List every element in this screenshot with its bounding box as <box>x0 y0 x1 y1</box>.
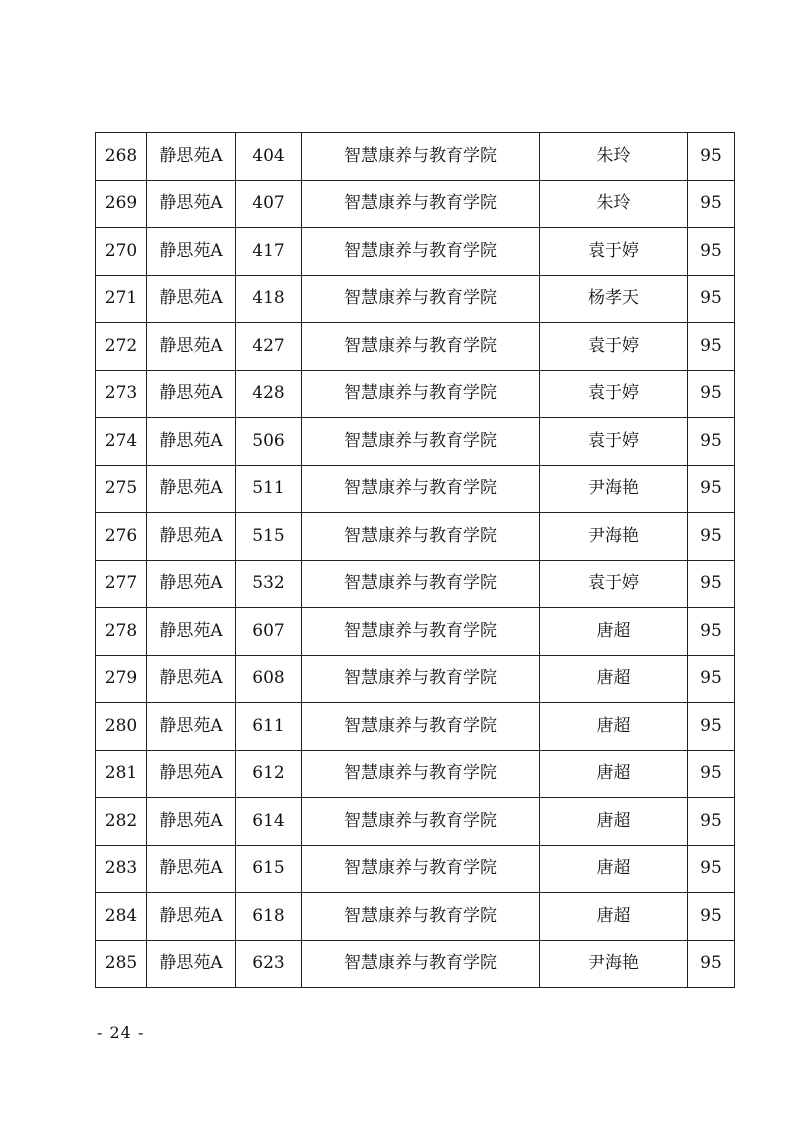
counselor-cell: 朱玲 <box>540 133 688 181</box>
college-cell: 智慧康养与教育学院 <box>302 845 540 893</box>
dormitory-score-table <box>95 132 735 988</box>
building-cell: 静思苑A <box>147 608 236 656</box>
building-cell: 静思苑A <box>147 370 236 418</box>
counselor-cell: 袁于婷 <box>540 323 688 371</box>
row-number-cell: 270 <box>96 228 147 276</box>
building-cell: 静思苑A <box>147 750 236 798</box>
room-number-cell: 615 <box>236 845 302 893</box>
college-cell: 智慧康养与教育学院 <box>302 323 540 371</box>
college-cell: 智慧康养与教育学院 <box>302 798 540 846</box>
counselor-cell: 朱玲 <box>540 180 688 228</box>
building-cell: 静思苑A <box>147 560 236 608</box>
score-cell: 95 <box>688 418 735 466</box>
row-number-cell: 284 <box>96 893 147 941</box>
counselor-cell: 尹海艳 <box>540 513 688 561</box>
college-cell: 智慧康养与教育学院 <box>302 750 540 798</box>
building-cell: 静思苑A <box>147 323 236 371</box>
table-row <box>96 798 735 846</box>
page-number: - 24 - <box>97 1023 145 1042</box>
college-cell: 智慧康养与教育学院 <box>302 893 540 941</box>
row-number-cell: 276 <box>96 513 147 561</box>
score-cell: 95 <box>688 750 735 798</box>
college-cell: 智慧康养与教育学院 <box>302 655 540 703</box>
room-number-cell: 515 <box>236 513 302 561</box>
table-row <box>96 323 735 371</box>
building-cell: 静思苑A <box>147 180 236 228</box>
room-number-cell: 611 <box>236 703 302 751</box>
room-number-cell: 418 <box>236 275 302 323</box>
row-number-cell: 272 <box>96 323 147 371</box>
score-cell: 95 <box>688 798 735 846</box>
score-cell: 95 <box>688 513 735 561</box>
row-number-cell: 273 <box>96 370 147 418</box>
row-number-cell: 282 <box>96 798 147 846</box>
table-row <box>96 940 735 988</box>
score-cell: 95 <box>688 655 735 703</box>
row-number-cell: 269 <box>96 180 147 228</box>
table-row <box>96 370 735 418</box>
room-number-cell: 427 <box>236 323 302 371</box>
score-cell: 95 <box>688 845 735 893</box>
score-cell: 95 <box>688 133 735 181</box>
table-row <box>96 893 735 941</box>
score-cell: 95 <box>688 323 735 371</box>
score-cell: 95 <box>688 275 735 323</box>
counselor-cell: 杨孝天 <box>540 275 688 323</box>
college-cell: 智慧康养与教育学院 <box>302 608 540 656</box>
room-number-cell: 428 <box>236 370 302 418</box>
table-row <box>96 275 735 323</box>
counselor-cell: 唐超 <box>540 798 688 846</box>
score-cell: 95 <box>688 465 735 513</box>
table-row <box>96 180 735 228</box>
college-cell: 智慧康养与教育学院 <box>302 940 540 988</box>
score-cell: 95 <box>688 370 735 418</box>
room-number-cell: 608 <box>236 655 302 703</box>
score-cell: 95 <box>688 228 735 276</box>
building-cell: 静思苑A <box>147 513 236 561</box>
room-number-cell: 612 <box>236 750 302 798</box>
row-number-cell: 279 <box>96 655 147 703</box>
row-number-cell: 277 <box>96 560 147 608</box>
building-cell: 静思苑A <box>147 798 236 846</box>
table-row <box>96 133 735 181</box>
row-number-cell: 283 <box>96 845 147 893</box>
college-cell: 智慧康养与教育学院 <box>302 418 540 466</box>
row-number-cell: 281 <box>96 750 147 798</box>
row-number-cell: 271 <box>96 275 147 323</box>
room-number-cell: 407 <box>236 180 302 228</box>
room-number-cell: 511 <box>236 465 302 513</box>
score-cell: 95 <box>688 893 735 941</box>
college-cell: 智慧康养与教育学院 <box>302 180 540 228</box>
counselor-cell: 唐超 <box>540 608 688 656</box>
college-cell: 智慧康养与教育学院 <box>302 275 540 323</box>
table-row <box>96 228 735 276</box>
building-cell: 静思苑A <box>147 703 236 751</box>
building-cell: 静思苑A <box>147 940 236 988</box>
score-cell: 95 <box>688 560 735 608</box>
row-number-cell: 285 <box>96 940 147 988</box>
counselor-cell: 唐超 <box>540 655 688 703</box>
table-row <box>96 560 735 608</box>
row-number-cell: 268 <box>96 133 147 181</box>
college-cell: 智慧康养与教育学院 <box>302 465 540 513</box>
counselor-cell: 尹海艳 <box>540 465 688 513</box>
table-row <box>96 465 735 513</box>
room-number-cell: 618 <box>236 893 302 941</box>
row-number-cell: 278 <box>96 608 147 656</box>
room-number-cell: 607 <box>236 608 302 656</box>
room-number-cell: 532 <box>236 560 302 608</box>
counselor-cell: 袁于婷 <box>540 370 688 418</box>
score-cell: 95 <box>688 703 735 751</box>
score-cell: 95 <box>688 940 735 988</box>
counselor-cell: 袁于婷 <box>540 228 688 276</box>
room-number-cell: 623 <box>236 940 302 988</box>
building-cell: 静思苑A <box>147 845 236 893</box>
table-body <box>96 133 735 988</box>
counselor-cell: 唐超 <box>540 845 688 893</box>
room-number-cell: 506 <box>236 418 302 466</box>
building-cell: 静思苑A <box>147 893 236 941</box>
counselor-cell: 袁于婷 <box>540 418 688 466</box>
score-cell: 95 <box>688 180 735 228</box>
college-cell: 智慧康养与教育学院 <box>302 228 540 276</box>
table-row <box>96 703 735 751</box>
counselor-cell: 唐超 <box>540 750 688 798</box>
row-number-cell: 274 <box>96 418 147 466</box>
counselor-cell: 唐超 <box>540 703 688 751</box>
table-row <box>96 608 735 656</box>
college-cell: 智慧康养与教育学院 <box>302 133 540 181</box>
score-cell: 95 <box>688 608 735 656</box>
building-cell: 静思苑A <box>147 655 236 703</box>
room-number-cell: 614 <box>236 798 302 846</box>
counselor-cell: 唐超 <box>540 893 688 941</box>
building-cell: 静思苑A <box>147 228 236 276</box>
row-number-cell: 280 <box>96 703 147 751</box>
table-row <box>96 513 735 561</box>
college-cell: 智慧康养与教育学院 <box>302 370 540 418</box>
room-number-cell: 417 <box>236 228 302 276</box>
counselor-cell: 袁于婷 <box>540 560 688 608</box>
building-cell: 静思苑A <box>147 465 236 513</box>
counselor-cell: 尹海艳 <box>540 940 688 988</box>
building-cell: 静思苑A <box>147 418 236 466</box>
table-row <box>96 750 735 798</box>
college-cell: 智慧康养与教育学院 <box>302 560 540 608</box>
college-cell: 智慧康养与教育学院 <box>302 703 540 751</box>
table-row <box>96 418 735 466</box>
building-cell: 静思苑A <box>147 133 236 181</box>
college-cell: 智慧康养与教育学院 <box>302 513 540 561</box>
row-number-cell: 275 <box>96 465 147 513</box>
table-row <box>96 655 735 703</box>
building-cell: 静思苑A <box>147 275 236 323</box>
room-number-cell: 404 <box>236 133 302 181</box>
table-row <box>96 845 735 893</box>
